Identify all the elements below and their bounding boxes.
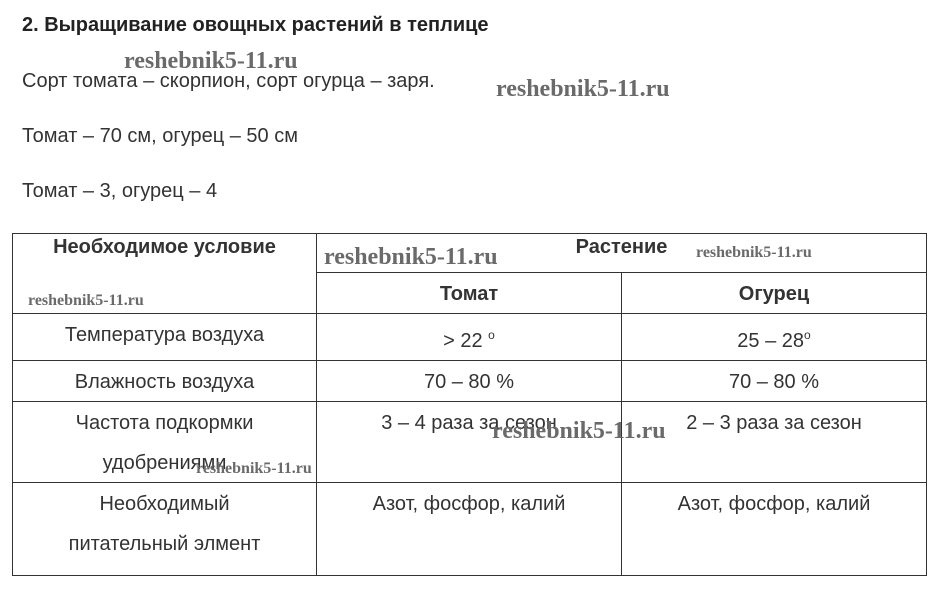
- watermark: reshebnik5-11.ru: [196, 460, 312, 477]
- row-condition: Частота подкормки удобрениями: [13, 402, 317, 483]
- answer-line-2: Томат – 70 см, огурец – 50 см: [22, 125, 298, 147]
- row-condition: Температура воздуха: [13, 314, 317, 361]
- row-tomato: > 22 $^о$: [317, 314, 622, 361]
- watermark: reshebnik5-11.ru: [324, 244, 498, 270]
- watermark: reshebnik5-11.ru: [28, 292, 144, 309]
- row-tomato: 70 – 80 %: [317, 361, 622, 402]
- watermark: reshebnik5-11.ru: [492, 418, 666, 444]
- header-tomato: Томат: [317, 273, 622, 314]
- row-cucumber: $25 - 28^о$: [622, 314, 927, 361]
- row-tomato: 3 – 4 раза за сезон: [317, 402, 622, 483]
- row-cucumber: 70 – 80 %: [622, 361, 927, 402]
- section-heading: 2. Выращивание овощных растений в теплице: [22, 14, 489, 36]
- header-cucumber: Огурец: [622, 273, 927, 314]
- row-tomato: Азот, фосфор, калий: [317, 483, 622, 576]
- table-row: [13, 402, 927, 483]
- table-row: [13, 361, 927, 402]
- row-cucumber: 2 – 3 раза за сезон: [622, 402, 927, 483]
- table-row: [13, 314, 927, 361]
- row-cucumber: Азот, фосфор, калий: [622, 483, 927, 576]
- conditions-table: [12, 233, 927, 576]
- watermark: reshebnik5-11.ru: [496, 76, 670, 102]
- table-row: [13, 483, 927, 576]
- header-condition: Необходимое условие: [13, 234, 317, 314]
- header-plant: Растение: [317, 234, 927, 273]
- row-condition: Необходимый питательный элмент: [13, 483, 317, 576]
- answer-line-1: Сорт томата – скорпион, сорт огурца – заря.: [22, 70, 435, 92]
- row-condition: Влажность воздуха: [13, 361, 317, 402]
- watermark: reshebnik5-11.ru: [124, 48, 298, 74]
- watermark: reshebnik5-11.ru: [696, 244, 812, 261]
- answer-line-3: Томат – 3, огурец – 4: [22, 180, 218, 202]
